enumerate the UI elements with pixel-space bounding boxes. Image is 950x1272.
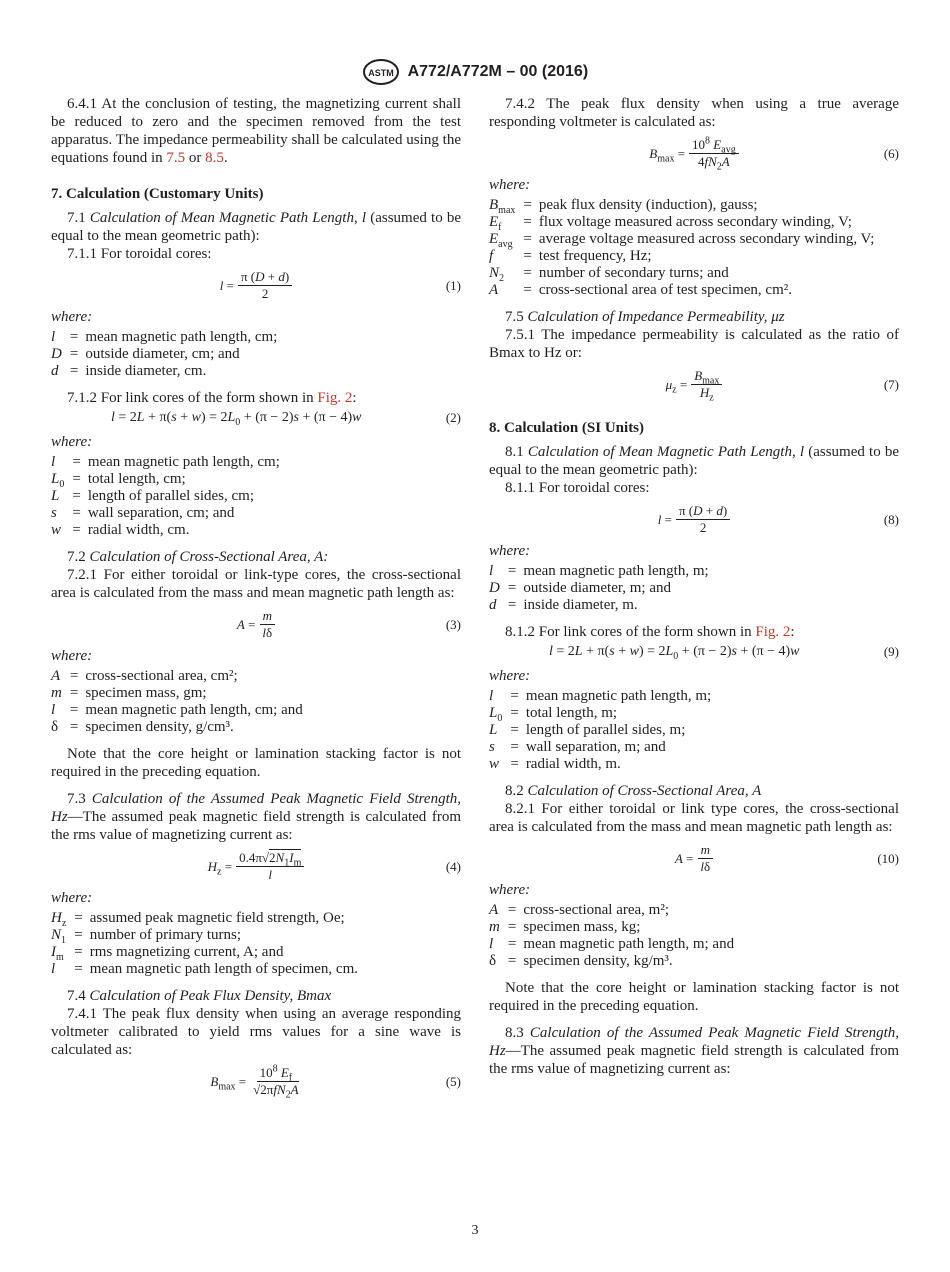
var-row: L = length of parallel sides, m; [489, 722, 686, 738]
var-row: L = length of parallel sides, cm; [51, 488, 255, 504]
equation-10-number: (10) [877, 850, 899, 866]
var-row: s = wall separation, m; and [489, 739, 666, 755]
variables-eq8 [489, 563, 709, 614]
variables-eq1 [51, 329, 277, 380]
where-label: where: [489, 543, 531, 559]
equation-8: l = $\frac{\pi (D + d)}{2}$ (8) [657, 503, 899, 535]
para-7-1-2: 7.1.2 For link cores of the form shown in Fig. 2: [67, 390, 357, 406]
note-left: Note that the core height or lamination stacking factor is not required in the preceding equation. [51, 746, 461, 780]
var-row: A = cross-sectional area, cm²; [51, 668, 238, 684]
para-8-2-1: 8.2.1 For either toroidal or link type cores, the cross-sectional area is calculated from the mass and mean magnetic path length as: [489, 801, 899, 835]
var-row: d = inside diameter, cm. [51, 363, 207, 379]
para-7-4-2: 7.4.2 The peak flux density when using a true average responding voltmeter is calculated as: [489, 96, 899, 130]
equation-6-number: (6) [883, 145, 899, 161]
where-label: where: [51, 648, 93, 664]
para-8-1-2: 8.1.2 For link cores of the form shown in Fig. 2: [505, 624, 795, 640]
var-row: s = wall separation, cm; and [51, 505, 235, 521]
para-7-3: 7.3 Calculation of the Assumed Peak Magnetic Field Strength, Hz—The assumed peak magnetic field strength is calculated from the rms value of magnetizing current as: [51, 791, 462, 843]
link-fig-2[interactable]: Fig. 2 [755, 624, 791, 640]
page-header [0, 58, 950, 86]
equation-1: l = $\frac{\pi (D + d)}{2}$ (1) [219, 269, 461, 301]
equation-9: $l = 2L + \pi(s + w) = 2L_0 + (\pi - 2)s + (\pi - 4)w$ (9) [549, 644, 899, 662]
section-8-heading: 8. Calculation (SI Units) [489, 420, 645, 436]
equation-8-number: (8) [883, 511, 899, 527]
svg-text:ASTM: ASTM [368, 68, 394, 78]
equation-9-number: (9) [883, 644, 899, 659]
variables-eq9 [489, 688, 711, 773]
where-label: where: [489, 668, 531, 684]
para-8-2: 8.2 Calculation of Cross-Sectional Area, A [505, 783, 762, 799]
link-fig-2[interactable]: Fig. 2 [317, 390, 353, 406]
section-7-heading: 7. Calculation (Customary Units) [51, 186, 264, 202]
para-8-1-1: 8.1.1 For toroidal cores: [505, 480, 650, 496]
equation-5: $B_{max}$ = $\frac{10^8 E_f}{√2\pi fN_2A}$ (5) [210, 1063, 461, 1101]
var-row: l = mean magnetic path length, m; [489, 563, 709, 579]
para-7-5: 7.5 Calculation of Impedance Permeability, μz [505, 309, 785, 325]
para-7-2: 7.2 Calculation of Cross-Sectional Area, A: [67, 549, 329, 565]
var-row: A = cross-sectional area, m²; [489, 902, 669, 918]
equation-7: $\mu_z$ = $\frac{B_{max}}{H_z}$ (7) [665, 368, 899, 404]
left-column [51, 95, 461, 1104]
para-8-1: 8.1 Calculation of Mean Magnetic Path Length, l (assumed to be equal to the mean geometric path): [489, 444, 900, 478]
var-row: $N_1$ = number of primary turns; [51, 927, 241, 946]
var-row: $L_0$ = total length, m; [489, 705, 618, 724]
where-label: where: [51, 434, 93, 450]
var-row: w = radial width, m. [489, 756, 621, 772]
right-column [489, 95, 899, 1078]
var-row: f = test frequency, Hz; [489, 248, 652, 264]
var-row: $I_m$ = rms magnetizing current, A; and [51, 944, 284, 963]
equation-3: A = $\frac{m}{l\delta}$ (3) [236, 608, 461, 640]
var-row: l = mean magnetic path length, cm; [51, 329, 278, 345]
equation-2: $l = 2L + \pi(s + w) = 2L_0 + (\pi - 2)s + (\pi - 4)w$ (2) [111, 410, 461, 428]
para-7-4-1: 7.4.1 The peak flux density when using an average responding voltmeter calibrated to yield rms values for a sine wave is calculated as: [51, 1006, 461, 1058]
para-7-5-1: 7.5.1 The impedance permeability is calculated as the ratio of Bmax to Hz or: [489, 327, 899, 361]
para-7-1: 7.1 Calculation of Mean Magnetic Path Length, l (assumed to be equal to the mean geometric path): [51, 210, 462, 244]
var-row: $B_{max}$ = peak flux density (induction), gauss; [489, 197, 758, 216]
link-7-5[interactable]: 7.5 [166, 150, 186, 166]
var-row: D = outside diameter, m; and [489, 580, 672, 596]
equation-1-number: (1) [445, 277, 461, 293]
para-7-2-1: 7.2.1 For either toroidal or link-type cores, the cross-sectional area is calculated from the mass and mean magnetic path length as: [51, 567, 461, 601]
var-row: m = specimen mass, gm; [51, 685, 207, 701]
link-8-5[interactable]: 8.5 [205, 150, 224, 166]
equation-10: A = $\frac{m}{l\delta}$ (10) [674, 842, 899, 874]
equation-6: $B_{max}$ = $\frac{10^8 E_{avg}}{4fN_2A}$ (6) [649, 135, 899, 173]
var-row: $E_f$ = flux voltage measured across secondary winding, V; [489, 214, 852, 233]
where-label: where: [51, 890, 93, 906]
var-row: $L_0$ = total length, cm; [51, 471, 186, 490]
equation-5-number: (5) [445, 1073, 461, 1089]
equation-3-number: (3) [445, 616, 461, 632]
var-row: d = inside diameter, m. [489, 597, 638, 613]
var-row: l = mean magnetic path length, cm; [51, 454, 280, 470]
where-label: where: [489, 882, 531, 898]
var-row: δ = specimen density, kg/m³. [489, 953, 673, 969]
variables-eq10 [489, 902, 734, 970]
var-row: $H_z$ = assumed peak magnetic field strength, Oe; [51, 910, 345, 929]
para-7-1-1: 7.1.1 For toroidal cores: [67, 246, 212, 262]
equation-2-number: (2) [445, 410, 461, 425]
var-row: l = mean magnetic path length, cm; and [51, 702, 303, 718]
variables-eq4 [51, 910, 358, 978]
equation-4-number: (4) [445, 858, 461, 874]
where-label: where: [489, 177, 531, 193]
var-row: w = radial width, cm. [51, 522, 190, 538]
var-row: l = mean magnetic path length of specimen, cm. [51, 961, 359, 977]
para-6-4-1: 6.4.1 At the conclusion of testing, the magnetizing current shall be reduced to zero and the specimen removed from the test apparatus. The impedance permeability shall be calculated using the equations found in 7.5 or 8.5. [51, 96, 461, 166]
variables-eq6 [489, 197, 874, 299]
equation-4: $H_z$ = $\frac{0.4\pi√2N_1I_m}{l}$ (4) [207, 850, 461, 882]
document-designation: A772/A772M – 00 (2016) [407, 63, 589, 80]
para-7-4: 7.4 Calculation of Peak Flux Density, Bmax [67, 988, 332, 1004]
astm-logo-icon [362, 58, 400, 86]
equation-7-number: (7) [883, 376, 899, 392]
var-row: $N_2$ = number of secondary turns; and [489, 265, 729, 284]
var-row: l = mean magnetic path length, m; [489, 688, 712, 704]
var-row: δ = specimen density, g/cm³. [51, 719, 234, 735]
var-row: D = outside diameter, cm; and [51, 346, 240, 362]
where-label: where: [51, 309, 93, 325]
variables-eq2 [51, 454, 280, 539]
page-number: 3 [471, 1223, 479, 1238]
variables-eq3 [51, 668, 303, 736]
var-row: $E_{avg}$ = average voltage measured across secondary winding, V; [489, 231, 875, 250]
var-row: m = specimen mass, kg; [489, 919, 641, 935]
var-row: A = cross-sectional area of test specimen, cm². [489, 282, 793, 298]
para-8-3: 8.3 Calculation of the Assumed Peak Magnetic Field Strength, Hz—The assumed peak magnetic field strength is calculated from the rms value of magnetizing current as: [489, 1025, 900, 1077]
note-right: Note that the core height or lamination stacking factor is not required in the preceding equation. [489, 980, 899, 1014]
var-row: l = mean magnetic path length, m; and [489, 936, 735, 952]
